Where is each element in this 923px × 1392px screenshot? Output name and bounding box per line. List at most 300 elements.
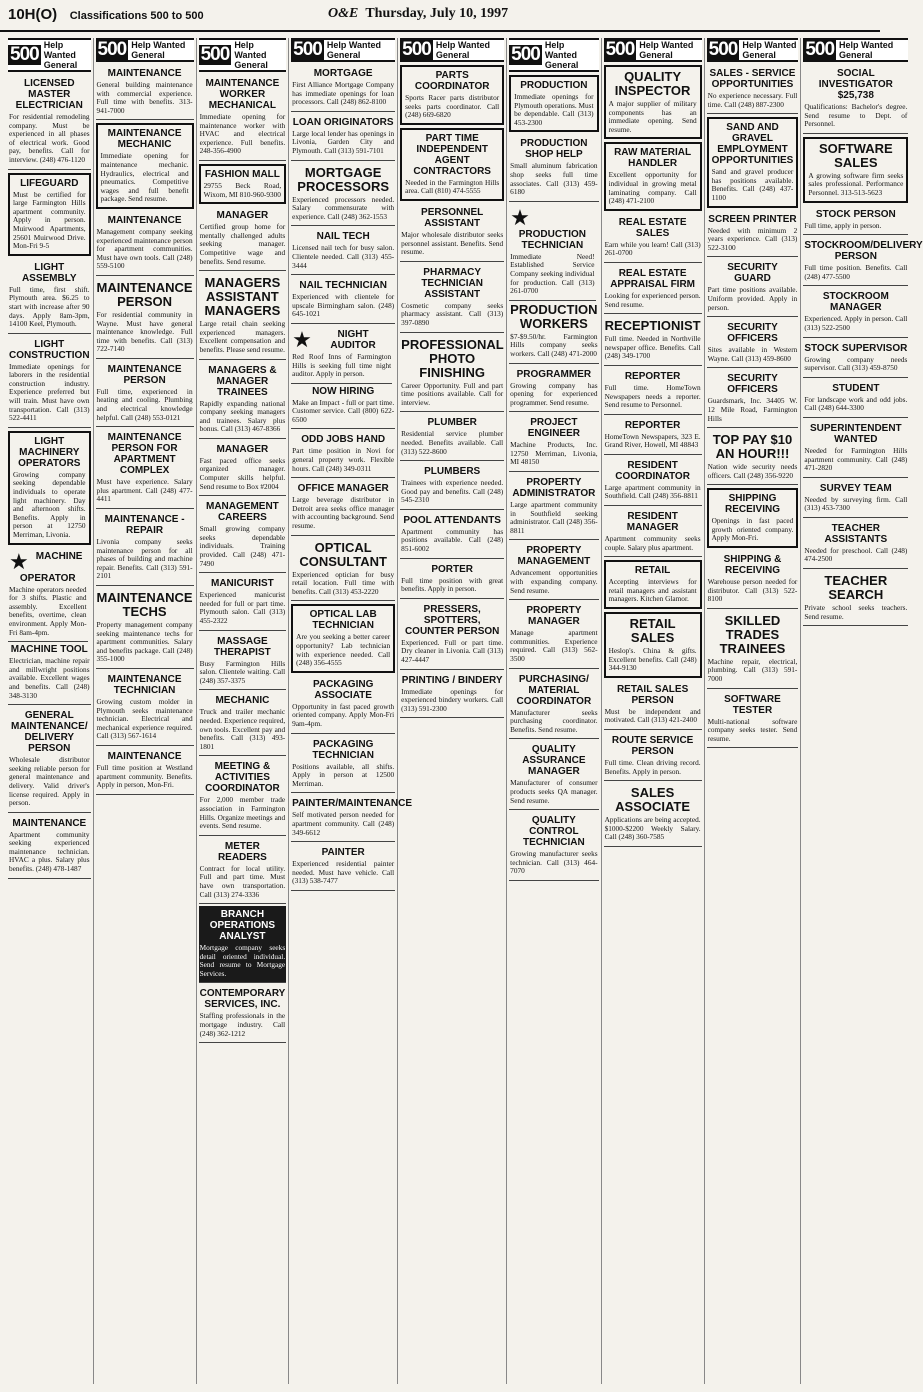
column [291, 38, 412, 1384]
classified-ad [400, 601, 504, 670]
ad-title: PRODUCTION SHOP HELP [520, 138, 588, 161]
ad-body: Needed in the Farmington Hills area. Call (810) 474-5555 [405, 177, 500, 196]
ad-title: SUPERINTENDENT WANTED [809, 422, 902, 445]
ad-body: Small growing company seeks dependable individuals. Training provided. Call (248) 471-7490 [199, 524, 286, 568]
ad-body: Red Roof Inns of Farmington Hills is seeking full time night auditor. Apply in person. [292, 351, 392, 379]
ad-body: Immediate opening for maintenance mechanic. Hydraulics, electrical and pneumatics. Competitive wages and full benefit package. Send resume. [100, 151, 189, 204]
classified-ad [96, 212, 194, 276]
ad-title: SURVEY TEAM [819, 482, 892, 494]
section-heading [707, 38, 799, 62]
classified-ad [707, 611, 799, 689]
classified-ad [803, 480, 908, 518]
ad-body: Rapidly expanding national company seeking managers and trainees. Salary plus bonus. Call (313) 467-8366 [199, 398, 286, 434]
ad-body: Full time position with great benefits. Apply in person. [401, 575, 504, 594]
ad-body: Positions available, all shifts. Apply in person at 12500 Merriman. [292, 761, 395, 788]
section-title: Help Wanted General [43, 40, 78, 70]
ad-body: Residential service plumber needed. Benefits available. Call (313) 522-8600 [401, 429, 504, 456]
ad-title: RETAIL SALES PERSON [616, 683, 689, 706]
section-heading [604, 38, 702, 62]
ad-body: Major wholesale distributor seeks personnel assistant. Benefits. Send resume. [401, 229, 504, 257]
ad-title: LIGHT ASSEMBLY [21, 261, 77, 284]
ad-body: Manufacturer seeks purchasing coordinator. Benefits. Send resume. [510, 707, 598, 734]
star-icon: ★ [292, 326, 312, 352]
column [803, 38, 923, 1384]
classified-ad [509, 135, 598, 201]
ad-body: A growing software firm seeks sales professional. Performance Personnel. 313-513-5623 [808, 170, 904, 197]
classified-ad [604, 417, 702, 455]
classified-ad [604, 560, 702, 609]
ad-title: NAIL TECH [316, 231, 370, 243]
classified-ad [96, 748, 194, 795]
ad-body: Part time positions available. Uniform provided. Apply in person. [707, 285, 798, 312]
ad-title: REPORTER [624, 370, 681, 382]
ad-body: Make an Impact - full or part time. Customer service. Call (800) 622-6500 [292, 397, 395, 424]
section-heading [400, 38, 504, 62]
ad-body: Licensed nail tech for busy salon. Clientele needed. Call (313) 455-3444 [292, 243, 395, 270]
column [199, 38, 290, 1384]
ad-body: Cosmetic company seeks pharmacy assistant. Call (313) 397-0890 [401, 300, 504, 327]
ad-title: MAINTENANCE TECHNICIAN [107, 673, 182, 696]
classified-ad [604, 612, 702, 678]
classified-ad [291, 736, 395, 794]
ad-title: MAINTENANCE MECHANIC [107, 128, 182, 151]
classified-ad [8, 548, 88, 643]
ad-body: Mortgage company seeks detail oriented individual. Send resume to Mortgage Services. [199, 943, 286, 978]
ad-title: PROPERTY MANAGEMENT [517, 545, 591, 568]
classified-ad [509, 414, 598, 472]
classified-ad [291, 795, 412, 842]
classified-ad [803, 288, 908, 337]
ad-body: Heslop's. China & gifts. Excellent benefits. Call (248) 344-9130 [608, 646, 697, 673]
ad-body: First Alliance Mortgage Company has immediate openings for loan processors. Call (248) 862-8100 [292, 80, 395, 107]
classified-ad [707, 370, 799, 428]
classified-ad [199, 498, 287, 573]
ad-title: REAL ESTATE SALES [618, 216, 687, 239]
ad-title: MANICURIST [211, 578, 274, 590]
ad-body: Contract for local utility. Full and part time. Must have own transportation. Call (313) 274-3336 [199, 863, 286, 899]
classified-ad [707, 488, 799, 548]
ad-title: PAINTER/MAINTENANCE [292, 798, 412, 810]
ad-body: Machine operators needed for 3 shifts. Plastic and assembly. Excellent benefits, overtime, clean environment. Apply Mon-Fri 8am-4pm. [9, 584, 87, 637]
classified-ad [400, 512, 504, 559]
ad-body: $7-$9.50/hr. Farmington Hills company seeks workers. Call (248) 471-2000 [510, 331, 598, 358]
ad-title: SOCIAL INVESTIGATOR $25,738 [818, 68, 893, 101]
ad-body: Management company seeking experienced maintenance person for apartment communities. Must have own tools. Call (248) 559-5100 [96, 226, 193, 271]
ad-body: Opportunity in fast paced growth oriented company. Apply Mon-Fri 9am-4pm. [292, 701, 395, 728]
classified-ad [8, 336, 91, 428]
classified-ad [509, 812, 598, 881]
ad-body: Must have experience. Salary plus apartment. Call (248) 477-4411 [96, 477, 193, 504]
ad-title: ODD JOBS HAND [301, 434, 386, 446]
ad-body: 29755 Beck Road, Wixom, MI 810-960-9300 [203, 180, 282, 199]
classified-ad [509, 741, 598, 810]
ad-title: QUALITY ASSURANCE MANAGER [522, 744, 586, 778]
ad-title: PROPERTY ADMINISTRATOR [512, 477, 596, 500]
ad-title: MACHINE TOOL [10, 644, 88, 656]
ad-title: REAL ESTATE APPRAISAL FIRM [610, 267, 696, 290]
ad-title: PACKAGING ASSOCIATE [312, 678, 374, 701]
classified-ad [291, 65, 395, 112]
ad-body: Advancement opportunities with expanding company. Send resume. [510, 568, 598, 595]
ad-body: Career Opportunity. Full and part time positions available. Call for interview. [401, 380, 504, 407]
classified-ad [199, 273, 287, 359]
ad-title: GENERAL MAINTENANCE/ DELIVERY PERSON [10, 710, 88, 755]
section-number: 500 [97, 39, 127, 60]
ad-body: Looking for experienced person. Send resume. [604, 290, 701, 309]
ad-title: MANAGERS ASSISTANT MANAGERS [204, 275, 281, 319]
ad-body: Full time, apply in person. [804, 220, 882, 230]
section-title: Help Wanted General [326, 40, 382, 60]
ad-title: RECEPTIONIST [604, 318, 701, 334]
ad-title: PLUMBER [427, 417, 477, 429]
ad-title: PORTER [431, 563, 473, 575]
ad-body: Are you seeking a better career opportunity? Lab technician with experience needed. Call (248) 356-4555 [296, 632, 391, 668]
ad-title: MAINTENANCE TECHS [96, 590, 193, 619]
ad-body: Manufacturer of consumer products seeks QA manager. Send resume. [510, 778, 598, 805]
section-title: Help Wanted General [639, 40, 694, 60]
ad-title: SECURITY OFFICERS [727, 373, 778, 396]
ad-title: MAINTENANCE - REPAIR [104, 514, 185, 537]
classified-ad [291, 114, 395, 161]
column [604, 38, 705, 1384]
classified-ad [604, 681, 702, 730]
classified-ad [509, 204, 595, 301]
classified-ad [291, 676, 395, 734]
classified-ad [400, 414, 504, 461]
ad-body: Experienced with clientele for upscale Birmingham salon. (248) 645-1021 [292, 292, 395, 319]
classified-ad [291, 163, 395, 227]
classified-ad [291, 431, 395, 478]
classified-ad [509, 671, 598, 740]
classified-ad [707, 259, 799, 317]
page-header [0, 0, 880, 32]
ad-body: For landscape work and odd jobs. Call (248) 644-3300 [804, 394, 908, 413]
section-title: Help Wanted General [742, 40, 797, 60]
classified-ad [400, 672, 504, 719]
ad-title: RESIDENT COORDINATOR [615, 459, 690, 482]
ad-body: Accepting interviews for retail managers and assistant managers. Kitchen Glamor. [608, 577, 697, 604]
ad-title: MEETING & ACTIVITIES COORDINATOR [205, 761, 280, 795]
classified-ad [96, 278, 194, 359]
ad-body: Fast paced office seeks organized manager. Computer skills helpful. Send resume to Box #2004 [199, 455, 286, 491]
classified-ad [291, 844, 395, 891]
classified-ad [400, 264, 504, 333]
classified-ad [199, 441, 287, 496]
ad-body: Must be independent and motivated. Call (313) 421-2400 [604, 706, 701, 725]
classified-ad [96, 511, 194, 586]
ad-body: Qualifications: Bachelor's degree. Send resume to Dept. of Personnel. [804, 102, 908, 129]
classified-ad [96, 123, 194, 209]
ad-body: HomeTown Newspapers, 323 E. Grand River, Howell, MI 48843 [604, 431, 701, 450]
ad-title: RAW MATERIAL HANDLER [614, 147, 692, 170]
ad-title: PROPERTY MANAGER [526, 605, 582, 628]
classified-ad [199, 838, 287, 904]
ad-title: SKILLED TRADES TRAINEES [719, 612, 786, 656]
classified-ad [803, 137, 908, 203]
section-number: 500 [402, 39, 431, 60]
ad-body: Experienced processors needed. Salary commensurate with experience. Call (248) 362-1553 [292, 194, 395, 221]
ad-title: METER READERS [217, 840, 267, 863]
classified-ad [96, 671, 194, 746]
ad-body: Machine repair, electrical, plumbing. Call (313) 591-7000 [707, 656, 798, 684]
ad-title: CONTEMPORARY SERVICES, INC. [199, 988, 286, 1011]
star-icon: ★ [9, 548, 29, 574]
section-title: Help Wanted General [131, 40, 186, 60]
ad-body: Property management company seeking maintenance techs for apartment communities. Salary and benefits package. Call (248) 355-1000 [96, 620, 193, 664]
ad-title: MAINTENANCE PERSON [96, 279, 193, 309]
ad-title: QUALITY INSPECTOR [614, 69, 691, 98]
classified-ad [199, 906, 287, 983]
ad-body: Manage apartment communities. Experience required. Call (313) 562-3500 [510, 628, 598, 663]
ad-body: Needed for preschool. Call (248) 474-2500 [804, 545, 908, 564]
classified-ad [291, 277, 395, 324]
classified-ad [604, 368, 702, 415]
ad-title: PURCHASING/ MATERIAL COORDINATOR [516, 673, 592, 707]
ad-body: Growing company has opening for experienced programmer. Send resume. [510, 380, 598, 407]
section-title: Help Wanted General [544, 40, 579, 70]
ad-title: MECHANIC [215, 695, 270, 707]
ad-body: Full time position. Benefits. Call (248) 477-5500 [804, 263, 908, 281]
ad-title: NIGHT AUDITOR [330, 328, 376, 351]
classified-ad [604, 508, 702, 557]
ad-body: Full time. Needed in Northville newspaper office. Benefits. Call (248) 349-1700 [604, 334, 701, 361]
classified-ad [604, 457, 702, 506]
ad-title: STUDENT [832, 382, 880, 394]
column [400, 38, 507, 1384]
section-number: 500 [605, 39, 635, 60]
ad-title: ROUTE SERVICE PERSON [611, 735, 694, 757]
classified-ad [291, 538, 395, 602]
section-heading [199, 38, 287, 72]
classified-ad [400, 561, 504, 599]
ad-title: PRODUCTION [520, 80, 588, 91]
ad-title: LICENSED MASTER ELECTRICIAN [15, 78, 83, 111]
ad-body: Growing company needs supervisor. Call (313) 459-8750 [804, 354, 908, 373]
ad-body: Full time. HomeTown Newspapers needs a reporter. Send resume to Personnel. [604, 382, 701, 410]
ad-title: MAINTENANCE PERSON [107, 363, 182, 386]
ad-body: Busy Farmington Hills salon. Clientele waiting. Call (248) 357-3375 [199, 658, 286, 685]
ad-title: MORTGAGE [313, 68, 373, 79]
ad-title: NOW HIRING [312, 385, 375, 397]
classified-ad [291, 480, 395, 535]
classified-ad [291, 326, 392, 384]
classified-ad [803, 571, 908, 626]
ad-body: Self motivated person needed for apartment community. Call (248) 349-6612 [292, 810, 395, 837]
ad-title: SHIPPING RECEIVING [724, 493, 780, 516]
ad-title: LOAN ORIGINATORS [292, 116, 394, 128]
classified-ad [400, 128, 504, 201]
classified-ad [604, 732, 702, 781]
classified-ad [707, 551, 799, 609]
ad-body: Part time position in Novi for general property work. Flexible hours. Call (248) 349-0311 [292, 446, 395, 473]
ad-body: Growing custom molder in Plymouth seeks maintenance technician. Electrical and mechanical experience required. Call (313) 567-1614 [96, 696, 193, 741]
ad-body: Immediate openings for Plymouth operations. Must be dependable. Call (313) 453-2300 [514, 92, 594, 127]
ad-title: SALES - SERVICE OPPORTUNITIES [709, 68, 796, 90]
ad-body: Needed with minimum 2 years experience. Call (313) 522-3100 [707, 225, 798, 252]
classified-ad [707, 691, 799, 749]
classified-ad [707, 319, 799, 368]
ad-title: MAINTENANCE PERSON FOR APARTMENT COMPLEX [107, 432, 182, 477]
ad-body: Sports Racer parts distributor seeks parts coordinator. Call (248) 669-6820 [405, 93, 500, 120]
classified-ad [400, 65, 504, 125]
ad-title: PRINTING / BINDERY [401, 674, 503, 686]
ad-body: Truck and trailer mechanic needed. Experience required, own tools. Excellent pay and benefits. Call (313) 493-1801 [199, 707, 286, 751]
ad-title: RETAIL [634, 565, 671, 577]
ad-title: PROGRAMMER [516, 368, 592, 380]
ad-body: Nation wide security needs officers. Call (248) 356-9220 [707, 462, 798, 480]
ad-body: Full time position at Westland apartment community. Benefits. Apply in person, Mon-Fri. [96, 762, 193, 790]
classified-ad [199, 362, 287, 439]
classified-ad [291, 228, 395, 275]
ad-body: Apartment community seeks couple. Salary plus apartment. [604, 534, 701, 552]
ad-body: Experienced optician for busy retail location. Full time with benefits. Call (313) 453-2220 [292, 569, 395, 596]
column [96, 38, 197, 1384]
classified-ad [707, 430, 799, 485]
classified-ad [199, 75, 287, 161]
ad-body: Staffing professionals in the mortgage industry. Call (248) 362-1212 [199, 1011, 286, 1038]
ad-body: Full time, experienced in heating and cooling. Plumbing and electrical knowledge helpful. Call (248) 553-0121 [96, 386, 193, 422]
ad-title: SAND AND GRAVEL EMPLOYMENT OPPORTUNITIES [711, 122, 794, 167]
section-heading [509, 38, 598, 72]
ad-body: General building maintenance with commercial experience. Full time with benefits. 313-941-7000 [96, 80, 193, 115]
classified-ad [509, 474, 598, 540]
section-title: Help Wanted General [839, 40, 894, 60]
ad-body: No experience necessary. Full time. Call (248) 887-2300 [707, 91, 798, 109]
ad-title: QUALITY CONTROL TECHNICIAN [523, 815, 585, 849]
classified-ad [199, 758, 287, 835]
ad-title: PART TIME INDEPENDENT AGENT CONTRACTORS [413, 132, 491, 177]
classified-ad [803, 420, 908, 478]
ad-body: Experienced residential painter needed. Must have vehicle. Call (313) 538-7477 [292, 859, 395, 886]
classified-ad [803, 237, 923, 286]
classified-ad [604, 65, 702, 139]
classified-ad [604, 316, 702, 366]
section-heading [8, 38, 91, 72]
ad-title: STOCKROOM/DELIVERY PERSON [804, 240, 923, 263]
ad-title: NAIL TECHNICIAN [299, 280, 387, 292]
ad-body: Wholesale distributor seeking reliable person for general maintenance and delivery. Valid driver's license required. Apply in person. [9, 755, 90, 808]
ad-title: OPTICAL LAB TECHNICIAN [309, 609, 377, 632]
ad-title: SECURITY GUARD [727, 262, 778, 285]
ad-title: PRODUCTION TECHNICIAN [518, 228, 586, 251]
classified-ad [400, 463, 504, 510]
section-heading [96, 38, 194, 62]
classified-ad [604, 783, 702, 847]
ad-title: LIGHT MACHINERY OPERATORS [18, 435, 81, 469]
ad-body: Immediate opening for maintenance worker with HVAC and electrical experience. Full benefits. 248-356-4900 [199, 112, 286, 156]
column [707, 38, 802, 1384]
section-title: Help Wanted General [234, 40, 268, 70]
column [8, 38, 94, 1384]
classified-ad [8, 431, 91, 545]
ad-title: PERSONNEL ASSISTANT [421, 206, 484, 229]
classified-ad [707, 211, 799, 258]
classified-ad [509, 602, 598, 668]
ad-title: MACHINE OPERATOR [19, 550, 83, 584]
ad-title: MAINTENANCE [107, 750, 182, 762]
ad-title: OPTICAL CONSULTANT [299, 539, 387, 569]
classified-ad [8, 815, 91, 879]
ad-body: Experienced manicurist needed for full or part time. Plymouth salon. Call (313) 455-2322 [199, 590, 286, 625]
ad-body: Large local lender has openings in Livonia, Garden City and Plymouth. Call (313) 591-7101 [292, 128, 395, 155]
classified-ad [96, 588, 194, 669]
ad-title: STOCK PERSON [815, 208, 896, 220]
ad-body: Openings in fast paced growth oriented company. Apply Mon-Fri. [711, 516, 794, 543]
ad-title: SOFTWARE SALES [818, 140, 893, 170]
ad-body: Small aluminum fabrication shop seeks full time associates. Call (313) 459-6180 [510, 161, 598, 197]
ad-title: MANAGEMENT CAREERS [206, 501, 279, 524]
ad-body: Livonia company seeks maintenance person for all phases of building and machine repair. Benefits. Call (313) 591-2101 [96, 537, 193, 581]
section-number: 500 [10, 44, 39, 65]
classified-ad [604, 214, 702, 263]
ad-title: SALES ASSOCIATE [615, 785, 691, 815]
ad-body: For residential community in Wayne. Must have general maintenance knowledge. Full time with benefits. Call (313) 722-7140 [96, 309, 193, 354]
ad-body: Applications are being accepted. $1000-$2200 Weekly Salary. Call (248) 360-7585 [604, 815, 701, 842]
ad-title: REPORTER [624, 419, 681, 431]
ad-body: Sites available in Western Wayne. Call (313) 459-8600 [707, 345, 798, 363]
ad-title: STOCKROOM MANAGER [822, 291, 889, 314]
ad-title: PROJECT ENGINEER [527, 417, 580, 440]
classified-ad [199, 207, 287, 271]
classified-ad [400, 204, 504, 262]
ad-body: Trainees with experience needed. Good pay and benefits. Call (248) 545-2310 [401, 478, 504, 505]
masthead: O&E Thursday, July 10, 1997 [328, 6, 509, 21]
classified-ad [400, 335, 504, 413]
classified-ad [96, 65, 194, 120]
ad-title: MANAGERS & MANAGER TRAINEES [208, 364, 277, 398]
ad-body: Immediate Need! Established Service Company seeking individual for production. Call (313) 261-0700 [510, 251, 595, 296]
ad-title: PRODUCTION WORKERS [510, 301, 598, 331]
ad-title: LIFEGUARD [20, 177, 79, 189]
ad-body: Must be certified for large Farmington Hills apartment community. Apply in person. Muirwood Apartments, 25601 Muirwood Drive. Mon-Fri 9-5 [13, 189, 86, 251]
ad-body: Large apartment community in Southfield. Call (248) 356-8811 [604, 482, 701, 501]
ad-title: OFFICE MANAGER [297, 483, 389, 495]
classified-ad [199, 985, 287, 1043]
classified-ad [707, 65, 799, 114]
ad-body: Private school seeks teachers. Send resume. [804, 603, 908, 621]
section-title: Help Wanted General [435, 40, 491, 60]
classified-ad [291, 604, 395, 672]
classified-ad [199, 633, 287, 691]
ad-title: MASSAGE THERAPIST [214, 635, 271, 658]
ad-title: PRESSERS, SPOTTERS, COUNTER PERSON [404, 603, 500, 637]
classified-ad [199, 692, 287, 756]
ad-body: Immediate openings for laborers in the residential construction industry. Experience preferred but will train. Must have own transportation. Call (313) 522-4411 [9, 361, 90, 423]
ad-title: TOP PAY $10 AN HOUR!!! [712, 432, 793, 462]
ad-body: Needed for Farmington Hills apartment community. Call (248) 471-2820 [804, 445, 908, 473]
ad-title: MAINTENANCE WORKER MECHANICAL [205, 78, 280, 111]
ad-title: TEACHER ASSISTANTS [824, 522, 888, 545]
classified-columns [8, 38, 923, 1384]
ad-body: For 2,000 member trade association in Farmington Hills. Organize meetings and events. Send resume. [199, 795, 286, 831]
classified-ad [96, 361, 194, 427]
ad-title: POOL ATTENDANTS [403, 514, 501, 526]
section-number: 500 [805, 39, 835, 60]
ad-body: Apartment community seeking experienced maintenance technician. HVAC a plus. Salary plus benefits. (248) 478-1487 [9, 829, 90, 874]
ad-body: Full time. Clean driving record. Benefits. Apply in person. [604, 758, 701, 776]
classified-ad [707, 117, 799, 207]
classified-ad [8, 259, 91, 334]
ad-title: SECURITY OFFICERS [727, 322, 778, 345]
ad-title: SOFTWARE TESTER [724, 693, 781, 716]
ad-body: Multi-national software company seeks tester. Send resume. [707, 716, 798, 743]
classified-ad [8, 75, 91, 170]
classified-ad [604, 142, 702, 210]
classified-ad [96, 429, 194, 509]
ad-title: MANAGER [216, 210, 269, 222]
ad-body: Warehouse person needed for distributor. Call (313) 522-8100 [707, 577, 798, 604]
ad-body: Excellent opportunity for individual in growing metal laminating company. Call (248) 471-2100 [608, 170, 697, 206]
